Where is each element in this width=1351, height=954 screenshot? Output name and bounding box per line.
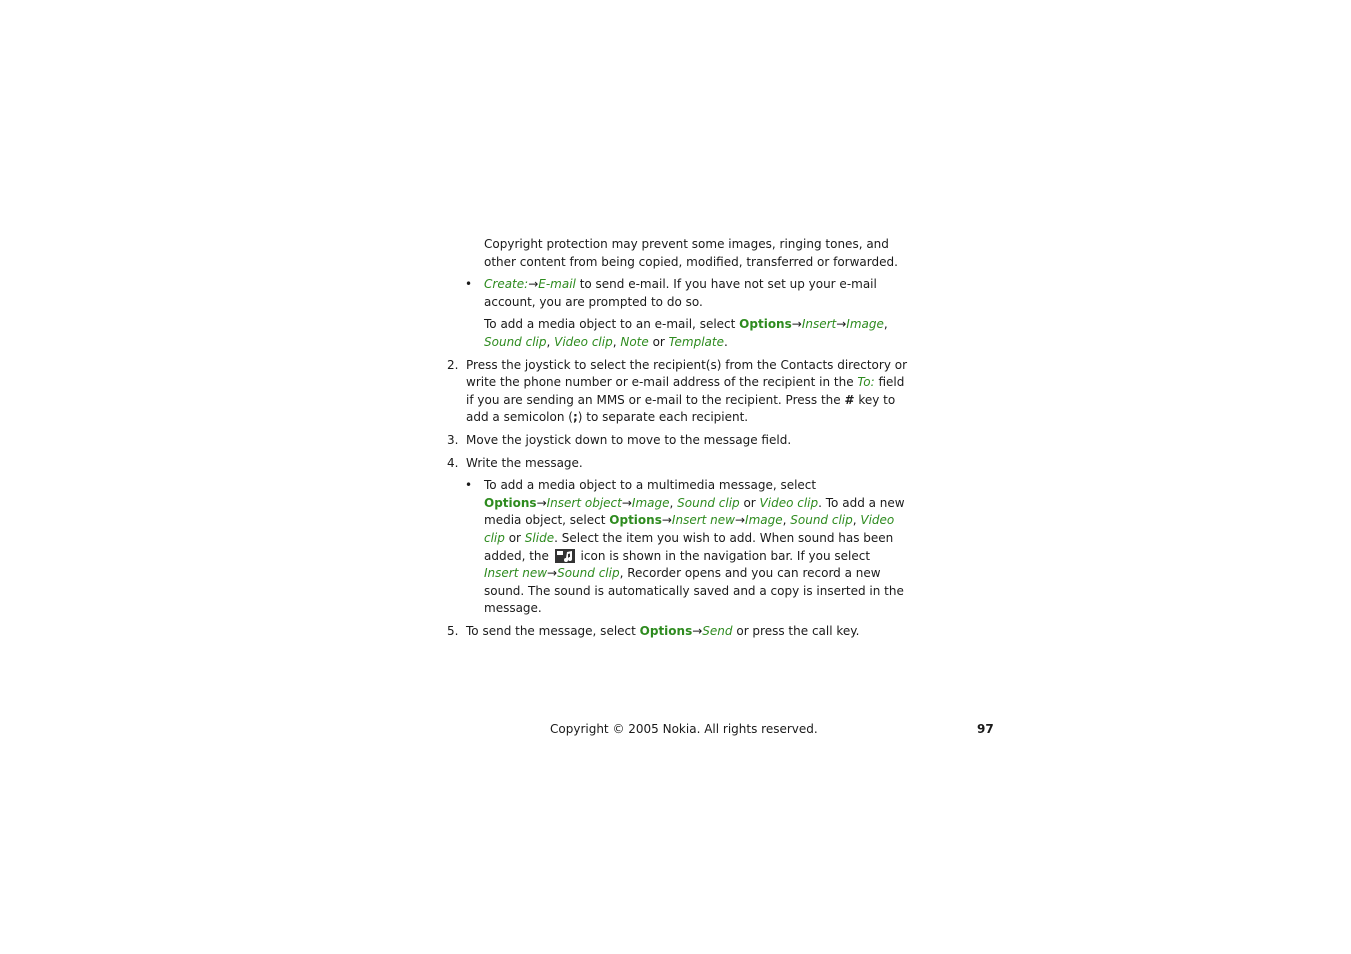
menu-options: Options	[639, 623, 693, 638]
menu-insert-new: Insert new	[671, 513, 735, 528]
step-5-text: To send the message, select	[466, 623, 640, 638]
menu-video-clip: Video clip	[554, 334, 613, 349]
email-bullet	[447, 276, 907, 311]
menu-video-clip: Video clip	[759, 495, 819, 510]
separator: .	[723, 334, 728, 349]
menu-note: Note	[620, 334, 649, 349]
footer-copyright: Copyright © 2005 Nokia. All rights reserved.	[550, 722, 818, 736]
menu-options: Options	[484, 495, 537, 510]
menu-options: Options	[609, 513, 662, 528]
mms-text: . Select the item you wish to add. When sound has been added, the	[484, 530, 894, 563]
arrow-icon: →	[528, 277, 539, 292]
step-number: 2.	[447, 357, 459, 372]
menu-options: Options	[739, 317, 792, 332]
step-5-text: key.	[832, 623, 860, 638]
step-number: 4.	[447, 455, 459, 470]
menu-send: Send	[702, 623, 733, 638]
menu-insert: Insert	[801, 317, 837, 332]
semicolon-key: ;	[572, 410, 578, 425]
separator: ,	[612, 334, 621, 349]
mms-intro: To add a media object to a multimedia message, select	[484, 478, 817, 493]
separator: ,	[782, 513, 791, 528]
copyright-note: Copyright protection may prevent some images, ringing tones, and other content from being copied, modified, transferred or forwarded.	[484, 237, 898, 269]
mms-text: . To add a new media object, select	[484, 495, 905, 528]
menu-email: E-mail	[538, 277, 576, 292]
menu-image: Image	[745, 513, 783, 528]
step-3-text: Move the joystick down to move to the message field.	[466, 432, 792, 447]
arrow-icon: →	[661, 513, 672, 528]
field-to: To:	[857, 375, 875, 390]
separator: ,	[669, 495, 678, 510]
step-5-text: or press the	[732, 623, 812, 638]
mms-text: , Recorder opens and you can record a new sound. The sound is automatically saved and a copy is inserted in the message.	[484, 566, 904, 616]
step-3	[447, 432, 907, 450]
separator: ,	[546, 334, 555, 349]
arrow-icon: →	[734, 513, 746, 528]
menu-sound-clip: Sound clip	[557, 566, 620, 581]
step-2-text: key to add a semicolon (	[466, 392, 896, 425]
menu-insert-object: Insert object	[546, 495, 622, 510]
call-key: call	[811, 623, 833, 638]
hash-key: #	[844, 392, 855, 407]
separator: or	[504, 530, 525, 545]
arrow-icon: →	[692, 623, 703, 638]
arrow-icon: →	[836, 317, 847, 332]
step-2-text: ) to separate each recipient.	[577, 410, 749, 425]
arrow-icon: →	[621, 495, 632, 510]
menu-slide: Slide	[524, 530, 555, 545]
menu-image: Image	[631, 495, 670, 510]
page-content	[447, 236, 907, 645]
step-2-text: Press the joystick to select the recipient(s) from the Contacts directory or write the phone number or e-mail address of the recipient in the	[466, 357, 908, 390]
separator: ,	[852, 513, 861, 528]
mms-text: icon is shown in the navigation bar. If you select	[576, 548, 871, 563]
menu-video-clip: Video clip	[484, 513, 895, 545]
step-number: 5.	[447, 623, 459, 638]
step-5	[447, 623, 907, 641]
step-4-text: Write the message.	[466, 455, 583, 470]
menu-sound-clip: Sound clip	[484, 334, 547, 349]
menu-image: Image	[846, 317, 884, 332]
sound-clip-icon	[555, 549, 575, 563]
step-4	[447, 455, 907, 473]
email-media-intro: To add a media object to an e-mail, select	[484, 317, 740, 332]
menu-create: Create:	[484, 277, 529, 292]
arrow-icon: →	[547, 566, 558, 581]
mms-bullet	[447, 477, 907, 618]
email-bullet-text: to send e-mail. If you have not set up your e-mail account, you are prompted to do so.	[484, 277, 877, 309]
page-number: 97	[977, 722, 994, 736]
step-2	[447, 357, 907, 427]
separator: ,	[883, 317, 888, 332]
menu-sound-clip: Sound clip	[677, 495, 740, 510]
step-2-text: field if you are sending an MMS or e-mail to the recipient. Press the	[466, 375, 905, 407]
arrow-icon: →	[536, 495, 547, 510]
separator: or	[739, 495, 760, 510]
menu-sound-clip: Sound clip	[790, 513, 853, 528]
separator: or	[648, 334, 669, 349]
menu-template: Template	[668, 334, 724, 349]
arrow-icon: →	[791, 317, 802, 332]
bullet-icon: •	[465, 478, 473, 493]
menu-insert-new: Insert new	[484, 566, 548, 581]
email-media-paragraph	[447, 316, 907, 351]
bullet-icon: •	[465, 277, 473, 292]
step-number: 3.	[447, 432, 459, 447]
